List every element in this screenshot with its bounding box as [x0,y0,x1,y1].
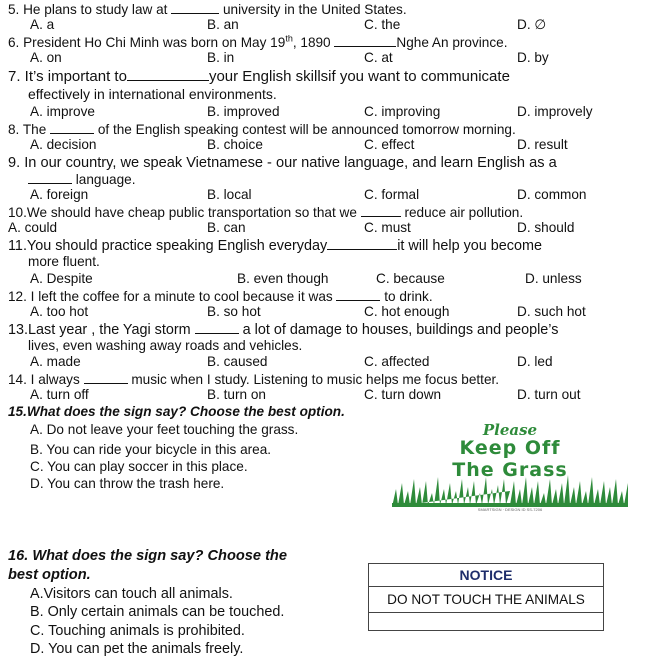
q12-option-b[interactable]: B. so hot [207,304,261,319]
q12-blank[interactable] [336,288,380,301]
grass-illustration [392,419,628,519]
q14-option-a[interactable]: A. turn off [30,387,89,402]
q15-option-b[interactable]: B. You can ride your bicycle in this area. [30,442,272,457]
question-5 [8,1,648,19]
q10-option-d[interactable]: D. should [517,220,575,235]
q13-option-a[interactable]: A. made [30,354,81,369]
q11-continuation: more fluent. [28,254,100,269]
question-16-line-1: 16. What does the sign say? Choose the [8,548,287,564]
question-16-line-2: best option. [8,567,91,583]
q8-option-c[interactable]: C. effect [364,137,415,152]
q9-blank[interactable] [28,171,72,184]
question-13 [8,321,648,339]
q7-stem-end: your English skillsif you want to communicate [208,68,510,85]
q16-option-b[interactable]: B. Only certain animals can be touched. [30,604,285,620]
grass-blades-2 [510,475,628,507]
question-6 [8,34,648,52]
q14-option-b[interactable]: B. turn on [207,387,266,402]
q12-option-d[interactable]: D. such hot [517,304,586,319]
q14-option-c[interactable]: C. turn down [364,387,442,402]
sign-line-1: Keep Off [459,437,561,459]
q13-continuation: lives, even washing away roads and vehicles. [28,338,303,353]
notice-sign [368,563,604,631]
q6-option-c[interactable]: C. at [364,50,393,65]
q9-option-a[interactable]: A. foreign [30,187,89,202]
q8-stem: 8. The [8,122,47,137]
q6-option-b[interactable]: B. in [207,50,235,65]
question-8 [8,121,648,139]
q11-stem-end: it will help you become [397,238,542,254]
q13-stem-end: a lot of damage to houses, buildings and people’s [242,322,559,338]
q14-blank[interactable] [84,371,128,384]
sign-please-text: Please [482,421,538,439]
q7-option-d[interactable]: D. improvely [517,104,593,119]
q7-continuation: effectively in international environments. [28,86,277,102]
q11-option-a[interactable]: A. Despite [30,271,93,286]
q10-option-b[interactable]: B. can [207,220,246,235]
q11-option-d[interactable]: D. unless [525,271,582,286]
notice-empty-row [369,613,603,630]
q5-stem-end: university in the United States. [223,2,407,17]
q13-option-c[interactable]: C. affected [364,354,430,369]
q12-option-c[interactable]: C. hot enough [364,304,450,319]
q5-option-c[interactable]: C. the [364,17,401,32]
q6-stem-end: Nghe An province. [396,35,508,50]
q8-option-d[interactable]: D. result [517,137,568,152]
q6-stem: 6. President Ho Chi Minh was born on May 19 [8,35,286,50]
q5-option-a[interactable]: A. a [30,17,55,32]
q9-option-b[interactable]: B. local [207,187,252,202]
q7-stem: 7. It’s important to [8,68,127,85]
q15-option-a[interactable]: A. Do not leave your feet touching the grass. [30,422,299,437]
q14-stem: 14. I always [8,372,80,387]
q13-option-b[interactable]: B. caused [207,354,268,369]
q14-option-d[interactable]: D. turn out [517,387,581,402]
q9-option-d[interactable]: D. common [517,187,587,202]
q5-blank[interactable] [171,1,219,14]
q10-stem-end: reduce air pollution. [404,205,524,220]
q7-option-b[interactable]: B. improved [207,104,280,119]
question-7 [8,68,648,86]
q11-option-b[interactable]: B. even though [237,271,329,286]
q9-continuation-text: language. [75,172,136,187]
question-11 [8,237,648,255]
q11-option-c[interactable]: C. because [376,271,445,286]
q5-stem: 5. He plans to study law at [8,2,168,17]
question-15: 15.What does the sign say? Choose the best option. [8,404,345,419]
notice-title: NOTICE [369,564,603,587]
q6-blank[interactable] [334,34,396,47]
q16-option-a[interactable]: A.Visitors can touch all animals. [30,586,233,602]
grass-blades-1 [392,477,510,507]
q10-option-a[interactable]: A. could [8,220,58,235]
q11-blank[interactable] [327,237,397,250]
q10-option-c[interactable]: C. must [364,220,411,235]
q13-stem: 13.Last year , the Yagi storm [8,322,191,338]
q16-option-d[interactable]: D. You can pet the animals freely. [30,641,244,657]
q5-option-b[interactable]: B. an [207,17,239,32]
q15-option-c[interactable]: C. You can play soccer in this place. [30,459,248,474]
q13-option-d[interactable]: D. led [517,354,553,369]
sign-fine-print: SMARTSIGN · DESIGN ID SS-7206 [477,507,543,512]
question-14 [8,371,648,389]
sign-line-2: The Grass [452,459,568,481]
q7-option-c[interactable]: C. improving [364,104,441,119]
keep-off-grass-sign [392,419,628,519]
q14-stem-end: music when I study. Listening to music helps me focus better. [131,372,500,387]
question-10 [8,204,648,222]
q12-stem-end: to drink. [384,289,433,304]
q12-stem: 12. I left the coffee for a minute to cool because it was [8,289,333,304]
q8-option-a[interactable]: A. decision [30,137,97,152]
q8-option-b[interactable]: B. choice [207,137,263,152]
q6-option-a[interactable]: A. on [30,50,62,65]
q9-continuation [8,171,658,189]
q13-blank[interactable] [195,321,239,334]
q10-stem: 10.We should have cheap public transportation so that we [8,205,357,220]
q6-superscript: th [285,33,293,44]
q12-option-a[interactable]: A. too hot [30,304,89,319]
q6-option-d[interactable]: D. by [517,50,549,65]
q11-stem: 11.You should practice speaking English everyday [8,238,328,254]
q5-option-d[interactable]: D. ∅ [517,17,547,32]
q8-blank[interactable] [50,121,94,134]
q7-blank[interactable] [127,68,209,81]
q7-option-a[interactable]: A. improve [30,104,95,119]
q9-option-c[interactable]: C. formal [364,187,420,202]
q16-option-c[interactable]: C. Touching animals is prohibited. [30,623,245,639]
q8-stem-end: of the English speaking contest will be announced tomorrow morning. [97,122,516,137]
q15-option-d[interactable]: D. You can throw the trash here. [30,476,225,491]
question-9: 9. In our country, we speak Vietnamese - our native language, and learn English as a [8,155,557,171]
q10-blank[interactable] [361,204,401,217]
q6-year: , 1890 [292,35,331,50]
question-12 [8,288,648,306]
notice-text: DO NOT TOUCH THE ANIMALS [369,587,603,613]
